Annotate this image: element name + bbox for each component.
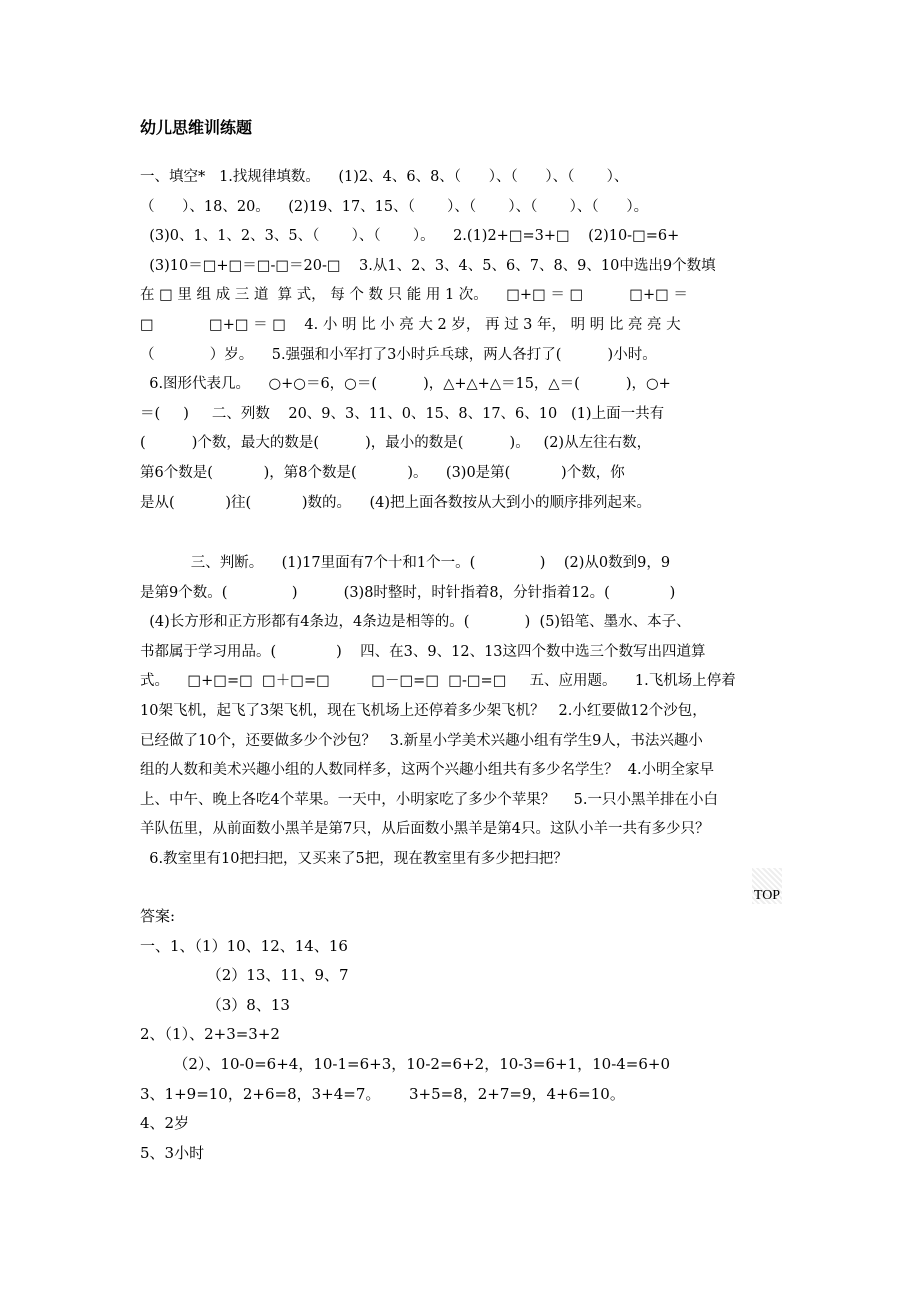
text-line: (3)0、1、1、2、3、5、（ ）、（ ）。 2.(1)2+□=3+□ (2)10-□=6+ — [140, 228, 680, 245]
answer-line: 3、1+9=10，2+6=8，3+4=7。 3+5=8，2+7=9，4+6=10。 — [140, 1084, 625, 1103]
text-line: (3)10＝□+□＝□-□＝20-□ 3.从1、2、3、4、5、6、7、8、9、10中选出9个数填 — [140, 257, 716, 274]
text-line: 是从( )往( )数的。 (4)把上面各数按从大到小的顺序排列起来。 — [140, 494, 652, 511]
text-line: 羊队伍里，从前面数小黑羊是第7只，从后面数小黑羊是第4只。这队小羊一共有多少只？ — [140, 821, 710, 838]
answers-section — [140, 902, 670, 1168]
text-line: （ ）、18、20。 (2)19、17、15、（ ）、（ ）、（ ）、（ ）。 — [140, 198, 649, 215]
text-line: 书都属于学习用品。( ) 四、在3、9、12、13这四个数中选三个数写出四道算 — [140, 643, 706, 660]
answer-line: （3）8、13 — [140, 995, 290, 1014]
text-line: 10架飞机，起飞了3架飞机，现在飞机场上还停着多少架飞机？ 2.小红要做12个沙包， — [140, 702, 707, 719]
text-line: （ ）岁。 5.强强和小军打了3小时乒乓球，两人各打了( )小时。 — [140, 346, 657, 363]
text-line: 6.图形代表几。 ○+○＝6，○＝( )，△+△+△＝15，△＝( )，○+ — [140, 376, 671, 393]
back-to-top-link[interactable]: TOP — [752, 868, 782, 904]
text-line: 第6个数是( )，第8个数是( )。 (3)0是第( )个数，你 — [140, 464, 625, 481]
answer-line: 5、3小时 — [140, 1143, 205, 1162]
text-line: ＝( ) 二、列数 20、9、3、11、0、15、8、17、6、10 (1)上面一共有 — [140, 405, 665, 422]
answer-line: （2）13、11、9、7 — [140, 966, 349, 985]
text-line: 一、填空* 1.找规律填数。 (1)2、4、6、8、（ ）、（ ）、（ ）、 — [140, 169, 629, 185]
answer-line: 一、1、（1）10、12、14、16 — [140, 936, 348, 955]
answers-heading: 答案: — [140, 907, 176, 925]
section-fill-blanks — [140, 163, 756, 518]
text-line: 6.教室里有10把扫把，又买来了5把，现在教室里有多少把扫把？ — [140, 850, 568, 867]
answer-line: 2、（1）、2+3=3+2 — [140, 1025, 280, 1044]
text-line: 组的人数和美术兴趣小组的人数同样多，这两个兴趣小组共有多少名学生？ 4.小明全家早 — [140, 762, 715, 779]
text-line: 式。 □+□=□ □＋□=□ □－□=□ □-□=□ 五、应用题。 1.飞机场上停着 — [140, 673, 736, 690]
text-line: 是第9个数。( ) (3)8时整时，时针指着8，分针指着12。( ) — [140, 584, 676, 601]
text-line: ( )个数，最大的数是( )，最小的数是( )。 (2)从左往右数， — [140, 435, 652, 452]
text-line: 已经做了10个，还要做多少个沙包？ 3.新星小学美术兴趣小组有学生9人，书法兴趣小 — [140, 732, 703, 749]
text-line: 上、中午、晚上各吃4个苹果。一天中，小明家吃了多少个苹果？ 5.一只小黑羊排在小白 — [140, 791, 718, 808]
text-line: 在 □ 里 组 成 三 道 算 式， 每 个 数 只 能 用 1 次。 □+□ ＝ □ □+□ ＝ — [140, 287, 688, 304]
text-line: 三、判断。 (1)17里面有7个十和1个一。( ) (2)从0数到9，9 — [140, 555, 671, 571]
answer-line: 4、2岁 — [140, 1114, 190, 1133]
text-line: (4)长方形和正方形都有4条边，4条边是相等的。( ) (5)铅笔、墨水、本子、 — [140, 614, 691, 631]
answer-line: （2）、10-0=6+4，10-1=6+3，10-2=6+2，10-3=6+1，10-4=6+0 — [140, 1054, 671, 1073]
page-title: 幼儿思维训练题 — [140, 118, 253, 137]
section-judge-and-problems — [140, 549, 756, 875]
text-line: □ □+□ ＝ □ 4. 小 明 比 小 亮 大 2 岁， 再 过 3 年， 明 明 比 亮 亮 大 — [140, 316, 681, 333]
